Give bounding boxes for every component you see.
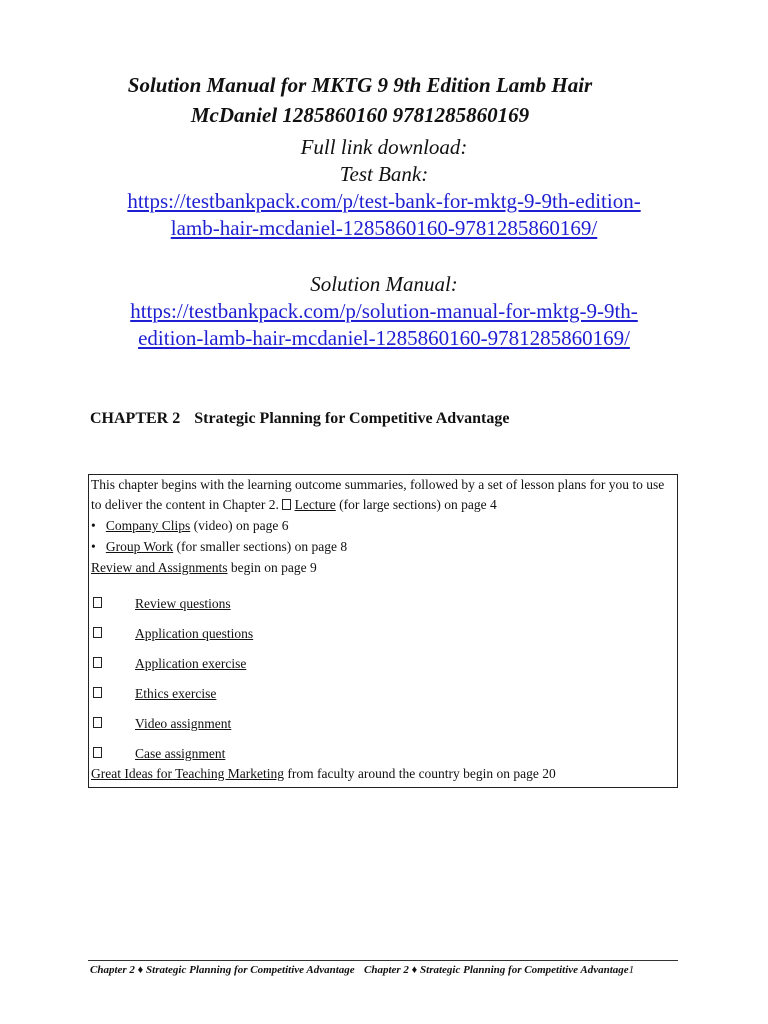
checkbox-icon (282, 499, 291, 510)
title-line-1: Solution Manual for MKTG 9 9th Edition Lamb Hair (127, 73, 593, 97)
lecture-link[interactable]: Lecture (294, 497, 336, 512)
checkbox-icon (93, 687, 102, 698)
review-assignments-link[interactable]: Review and Assignments (91, 560, 228, 575)
intro-line-2 (91, 496, 497, 514)
company-clips-link[interactable]: Company Clips (105, 518, 191, 533)
solution-manual-block (40, 271, 728, 352)
page-number: 1 (628, 964, 635, 976)
application-questions-link[interactable]: Application questions (135, 626, 254, 641)
chapter-number: CHAPTER 2 (90, 410, 181, 427)
chapter-heading (90, 410, 509, 428)
great-ideas-line (91, 765, 556, 783)
test-bank-block (40, 134, 728, 242)
group-work-line (91, 538, 347, 556)
lecture-note: (for large sections) on page 4 (339, 497, 497, 512)
video-assignment-link[interactable]: Video assignment (135, 716, 232, 731)
bullet-icon: • (91, 539, 96, 554)
checkbox-icon (93, 597, 102, 608)
intro-line-1: This chapter begins with the learning outcome summaries, followed by a set of lesson plans for you to use (91, 477, 665, 492)
ethics-exercise-link[interactable]: Ethics exercise (135, 686, 217, 701)
test-bank-link-line-2[interactable]: lamb-hair-mcdaniel-1285860160-9781285860169/ (170, 216, 598, 240)
group-work-link[interactable]: Group Work (105, 539, 174, 554)
footer-right-text: Chapter 2 ♦ Strategic Planning for Competitive Advantage (364, 964, 629, 976)
lesson-overview-box (88, 474, 678, 788)
solution-manual-link-line-1[interactable]: https://testbankpack.com/p/solution-manual-for-mktg-9-9th- (130, 299, 638, 323)
checkbox-icon (93, 657, 102, 668)
document-title (60, 70, 660, 130)
great-ideas-link[interactable]: Great Ideas for Teaching Marketing (91, 766, 284, 781)
bullet-icon: • (91, 518, 96, 533)
checkbox-icon (93, 627, 102, 638)
review-assignments-line (91, 559, 317, 577)
application-exercise-link[interactable]: Application exercise (135, 656, 247, 671)
company-clips-line (91, 517, 288, 535)
title-line-2: McDaniel 1285860160 9781285860169 (190, 103, 530, 127)
review-assignments-note: begin on page 9 (230, 560, 317, 575)
test-bank-label: Test Bank: (339, 162, 429, 186)
solution-manual-link-line-2[interactable]: edition-lamb-hair-mcdaniel-1285860160-9781285860169/ (138, 326, 630, 350)
checkbox-icon (93, 717, 102, 728)
intro-text: to deliver the content in Chapter 2. (91, 497, 279, 512)
footer-right (364, 964, 634, 976)
solution-manual-label: Solution Manual: (310, 272, 458, 296)
full-link-label: Full link download: (300, 135, 468, 159)
footer-left: Chapter 2 ♦ Strategic Planning for Competitive Advantage (90, 964, 355, 976)
chapter-title: Strategic Planning for Competitive Advantage (194, 410, 510, 427)
footer-divider (88, 960, 678, 961)
review-questions-link[interactable]: Review questions (135, 596, 231, 611)
great-ideas-note: from faculty around the country begin on page 20 (287, 766, 556, 781)
test-bank-link-line-1[interactable]: https://testbankpack.com/p/test-bank-for-mktg-9-9th-edition- (127, 189, 641, 213)
checkbox-icon (93, 747, 102, 758)
case-assignment-link[interactable]: Case assignment (135, 746, 226, 761)
company-clips-note: (video) on page 6 (193, 518, 289, 533)
group-work-note: (for smaller sections) on page 8 (176, 539, 348, 554)
